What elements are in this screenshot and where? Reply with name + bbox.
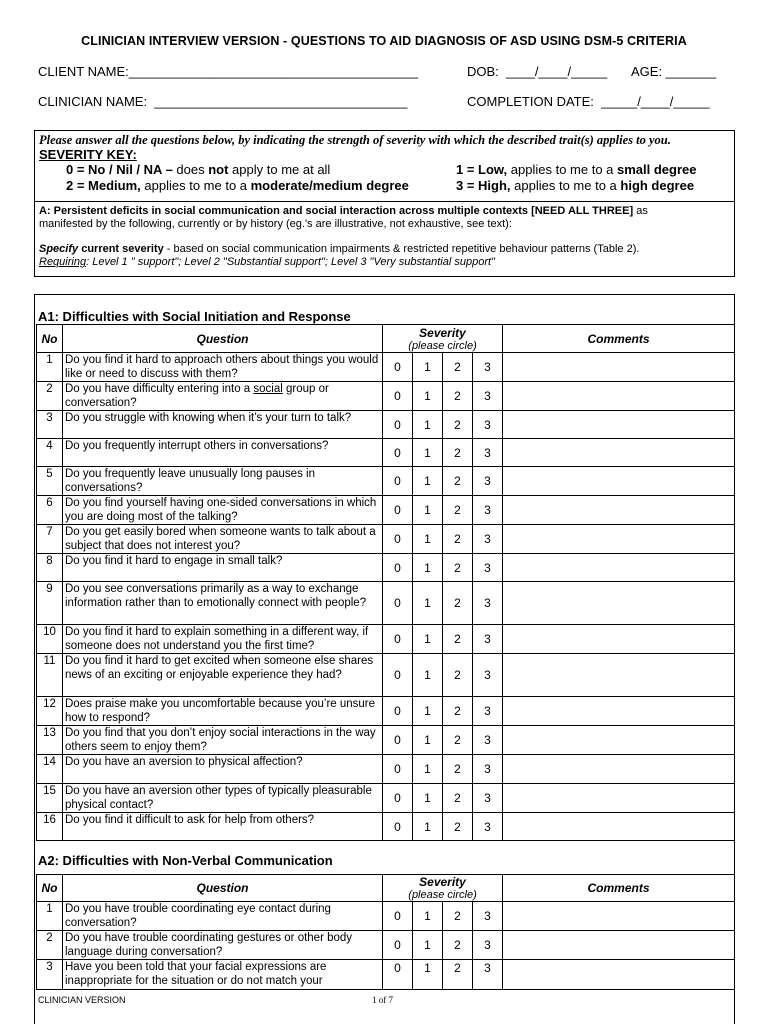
header-comments: Comments: [503, 875, 735, 902]
severity-option-2[interactable]: 2: [443, 654, 473, 697]
severity-option-1[interactable]: 1: [413, 931, 443, 960]
severity-option-1[interactable]: 1: [413, 654, 443, 697]
criteria-specify: Specify current severity - based on social communication impairments & restricted repetitive behaviour patterns (Table 2).: [39, 243, 640, 255]
document-title: CLINICIAN INTERVIEW VERSION - QUESTIONS TO AID DIAGNOSIS OF ASD USING DSM-5 CRITERIA: [81, 34, 687, 48]
question-text: Does praise make you uncomfortable because you’re unsure how to respond?: [63, 697, 383, 726]
comments-cell[interactable]: [503, 411, 735, 439]
header-no: No: [37, 875, 63, 902]
question-text: Do you have trouble coordinating eye contact during conversation?: [63, 902, 383, 931]
severity-option-2[interactable]: 2: [443, 382, 473, 411]
comments-cell[interactable]: [503, 931, 735, 960]
comments-cell[interactable]: [503, 496, 735, 525]
severity-option-1[interactable]: 1: [413, 411, 443, 439]
table-row: [37, 582, 735, 625]
comments-cell[interactable]: [503, 467, 735, 496]
severity-option-1[interactable]: 1: [413, 467, 443, 496]
comments-cell[interactable]: [503, 353, 735, 382]
severity-option-1[interactable]: 1: [413, 582, 443, 625]
severity-option-2[interactable]: 2: [443, 625, 473, 654]
question-text: Do you have an aversion to physical affection?: [63, 755, 383, 784]
question-number: 15: [37, 784, 63, 813]
severity-option-1[interactable]: 1: [413, 554, 443, 582]
dob-field[interactable]: DOB: ____/____/_____: [467, 64, 608, 79]
header-question: Question: [63, 875, 383, 902]
table-row: [37, 755, 735, 784]
completion-date-field[interactable]: COMPLETION DATE: _____/____/_____: [467, 94, 710, 109]
question-text: Do you have trouble coordinating gestures or other body language during conversation?: [63, 931, 383, 960]
severity-key-2: 2 = Medium, applies to me to a moderate/medium degree: [66, 178, 409, 193]
severity-option-2[interactable]: 2: [443, 813, 473, 841]
header-comments: Comments: [503, 325, 735, 353]
question-number: 1: [37, 353, 63, 382]
severity-option-0[interactable]: 0: [383, 654, 413, 697]
severity-option-1[interactable]: 1: [413, 902, 443, 931]
table-row: [37, 960, 735, 990]
question-text: Do you have difficulty entering into a social group or conversation?: [63, 382, 383, 411]
severity-option-3[interactable]: 3: [473, 902, 503, 931]
instructions-text: Please answer all the questions below, by indicating the strength of severity with which the described trait(s) applies to you.: [39, 133, 671, 147]
header-severity: Severity (please circle): [383, 325, 503, 353]
severity-option-3[interactable]: 3: [473, 960, 503, 990]
severity-option-3[interactable]: 3: [473, 496, 503, 525]
comments-cell[interactable]: [503, 525, 735, 554]
severity-option-1[interactable]: 1: [413, 726, 443, 755]
question-text: Do you find it hard to get excited when someone else shares news of an exciting or enjoyable experience they had?: [63, 654, 383, 697]
severity-key-label: SEVERITY KEY:: [39, 147, 137, 162]
severity-option-2[interactable]: 2: [443, 582, 473, 625]
age-field[interactable]: AGE: _______: [631, 64, 717, 79]
severity-option-1[interactable]: 1: [413, 439, 443, 467]
severity-option-3[interactable]: 3: [473, 382, 503, 411]
question-number: 4: [37, 439, 63, 467]
severity-option-3[interactable]: 3: [473, 467, 503, 496]
severity-option-3[interactable]: 3: [473, 931, 503, 960]
severity-option-3[interactable]: 3: [473, 625, 503, 654]
severity-option-0[interactable]: 0: [383, 582, 413, 625]
severity-option-1[interactable]: 1: [413, 496, 443, 525]
question-text: Do you see conversations primarily as a way to exchange information rather than to emotionally connect with people?: [63, 582, 383, 625]
severity-key-1: 1 = Low, applies to me to a small degree: [456, 162, 697, 177]
question-number: 10: [37, 625, 63, 654]
criteria-requiring: Requiring: Level 1 " support"; Level 2 "Substantial support"; Level 3 "Very substantial support": [39, 256, 495, 268]
severity-option-3[interactable]: 3: [473, 784, 503, 813]
severity-option-0[interactable]: 0: [383, 784, 413, 813]
table-row: [37, 813, 735, 841]
comments-cell[interactable]: [503, 654, 735, 697]
severity-option-0[interactable]: 0: [383, 496, 413, 525]
table-row: [37, 525, 735, 554]
severity-option-0[interactable]: 0: [383, 960, 413, 990]
table-row: [37, 902, 735, 931]
comments-cell[interactable]: [503, 697, 735, 726]
question-text: Do you have an aversion other types of typically pleasurable physical contact?: [63, 784, 383, 813]
severity-option-3[interactable]: 3: [473, 755, 503, 784]
instructions-box: [34, 130, 735, 202]
header-severity: Severity (please circle): [383, 875, 503, 902]
severity-option-1[interactable]: 1: [413, 755, 443, 784]
clinician-name-field[interactable]: CLINICIAN NAME: ___________________________________: [38, 94, 408, 109]
severity-option-2[interactable]: 2: [443, 554, 473, 582]
question-number: 8: [37, 554, 63, 582]
severity-key-3: 3 = High, applies to me to a high degree: [456, 178, 695, 193]
severity-option-3[interactable]: 3: [473, 726, 503, 755]
question-number: 13: [37, 726, 63, 755]
severity-option-3[interactable]: 3: [473, 654, 503, 697]
severity-option-0[interactable]: 0: [383, 625, 413, 654]
severity-option-3[interactable]: 3: [473, 439, 503, 467]
question-number: 16: [37, 813, 63, 841]
table-row: [37, 411, 735, 439]
severity-option-1[interactable]: 1: [413, 960, 443, 990]
section-a1-title: A1: Difficulties with Social Initiation and Response: [38, 309, 351, 324]
severity-option-3[interactable]: 3: [473, 697, 503, 726]
severity-option-2[interactable]: 2: [443, 439, 473, 467]
question-number: 9: [37, 582, 63, 625]
question-number: 2: [37, 931, 63, 960]
severity-option-2[interactable]: 2: [443, 411, 473, 439]
question-number: 3: [37, 411, 63, 439]
severity-option-3[interactable]: 3: [473, 582, 503, 625]
question-number: 3: [37, 960, 63, 990]
question-text: Do you find that you don’t enjoy social interactions in the way others seem to enjoy them?: [63, 726, 383, 755]
severity-option-1[interactable]: 1: [413, 525, 443, 554]
section-a2-title: A2: Difficulties with Non-Verbal Communication: [38, 853, 333, 868]
severity-option-0[interactable]: 0: [383, 525, 413, 554]
comments-cell[interactable]: [503, 439, 735, 467]
criteria-a-line1: A: Persistent deficits in social communication and social interaction across multiple contexts [NEED ALL THREE] as: [39, 205, 648, 217]
table-row: [37, 467, 735, 496]
question-number: 6: [37, 496, 63, 525]
comments-cell[interactable]: [503, 960, 735, 990]
severity-option-2[interactable]: 2: [443, 353, 473, 382]
severity-option-0[interactable]: 0: [383, 554, 413, 582]
severity-option-1[interactable]: 1: [413, 353, 443, 382]
table-row: [37, 439, 735, 467]
criteria-box: [34, 201, 735, 277]
header-question: Question: [63, 325, 383, 353]
question-text: Do you get easily bored when someone wants to talk about a subject that does not interest you?: [63, 525, 383, 554]
severity-option-2[interactable]: 2: [443, 697, 473, 726]
severity-option-1[interactable]: 1: [413, 697, 443, 726]
severity-option-2[interactable]: 2: [443, 726, 473, 755]
question-text: Do you find it hard to explain something in a different way, if someone does not understand you the first time?: [63, 625, 383, 654]
table-row: [37, 784, 735, 813]
comments-cell[interactable]: [503, 382, 735, 411]
question-number: 12: [37, 697, 63, 726]
question-number: 2: [37, 382, 63, 411]
comments-cell[interactable]: [503, 813, 735, 841]
severity-option-2[interactable]: 2: [443, 784, 473, 813]
footer-page-number: 1 of 7: [372, 995, 393, 1005]
severity-option-2[interactable]: 2: [443, 931, 473, 960]
question-text: Do you frequently interrupt others in conversations?: [63, 439, 383, 467]
table-row: [37, 554, 735, 582]
severity-option-3[interactable]: 3: [473, 813, 503, 841]
client-name-field[interactable]: CLIENT NAME:________________________________________: [38, 64, 418, 79]
table-row: [37, 654, 735, 697]
severity-option-2[interactable]: 2: [443, 496, 473, 525]
criteria-a-line2: manifested by the following, currently or by history (eg.'s are illustrative, not exhaustive, see text):: [39, 218, 512, 230]
question-text: Do you struggle with knowing when it’s your turn to talk?: [63, 411, 383, 439]
comments-cell[interactable]: [503, 582, 735, 625]
question-text: Do you find it difficult to ask for help from others?: [63, 813, 383, 841]
question-text: Do you find yourself having one-sided conversations in which you are doing most of the talking?: [63, 496, 383, 525]
table-row: [37, 625, 735, 654]
severity-option-3[interactable]: 3: [473, 554, 503, 582]
question-number: 7: [37, 525, 63, 554]
table-row: [37, 931, 735, 960]
severity-option-0[interactable]: 0: [383, 467, 413, 496]
question-number: 1: [37, 902, 63, 931]
question-text: Do you frequently leave unusually long pauses in conversations?: [63, 467, 383, 496]
severity-option-0[interactable]: 0: [383, 902, 413, 931]
comments-cell[interactable]: [503, 755, 735, 784]
table-row: [37, 697, 735, 726]
severity-option-0[interactable]: 0: [383, 411, 413, 439]
question-number: 5: [37, 467, 63, 496]
severity-option-3[interactable]: 3: [473, 411, 503, 439]
question-text: Do you find it hard to approach others about things you would like or need to discuss with them?: [63, 353, 383, 382]
question-number: 11: [37, 654, 63, 697]
severity-option-2[interactable]: 2: [443, 960, 473, 990]
a2-question-table: [36, 874, 735, 990]
severity-option-2[interactable]: 2: [443, 755, 473, 784]
severity-option-0[interactable]: 0: [383, 726, 413, 755]
question-text: Have you been told that your facial expressions are inappropriate for the situation or do not match your: [63, 960, 383, 990]
severity-option-2[interactable]: 2: [443, 902, 473, 931]
footer-version: CLINICIAN VERSION: [38, 995, 126, 1005]
severity-option-0[interactable]: 0: [383, 931, 413, 960]
severity-option-0[interactable]: 0: [383, 353, 413, 382]
severity-option-0[interactable]: 0: [383, 755, 413, 784]
severity-option-0[interactable]: 0: [383, 382, 413, 411]
comments-cell[interactable]: [503, 902, 735, 931]
table-row: [37, 496, 735, 525]
question-text: Do you find it hard to engage in small talk?: [63, 554, 383, 582]
severity-option-2[interactable]: 2: [443, 525, 473, 554]
severity-option-1[interactable]: 1: [413, 625, 443, 654]
severity-option-3[interactable]: 3: [473, 353, 503, 382]
comments-cell[interactable]: [503, 625, 735, 654]
severity-key-0: 0 = No / Nil / NA – does not apply to me at all: [66, 162, 331, 177]
severity-option-0[interactable]: 0: [383, 439, 413, 467]
header-no: No: [37, 325, 63, 353]
severity-option-2[interactable]: 2: [443, 467, 473, 496]
severity-option-1[interactable]: 1: [413, 382, 443, 411]
a1-question-table: [36, 324, 735, 841]
severity-option-0[interactable]: 0: [383, 697, 413, 726]
severity-option-1[interactable]: 1: [413, 784, 443, 813]
table-row: [37, 726, 735, 755]
comments-cell[interactable]: [503, 784, 735, 813]
table-row: [37, 353, 735, 382]
severity-option-1[interactable]: 1: [413, 813, 443, 841]
question-number: 14: [37, 755, 63, 784]
table-row: [37, 382, 735, 411]
severity-option-0[interactable]: 0: [383, 813, 413, 841]
comments-cell[interactable]: [503, 726, 735, 755]
severity-option-3[interactable]: 3: [473, 525, 503, 554]
comments-cell[interactable]: [503, 554, 735, 582]
